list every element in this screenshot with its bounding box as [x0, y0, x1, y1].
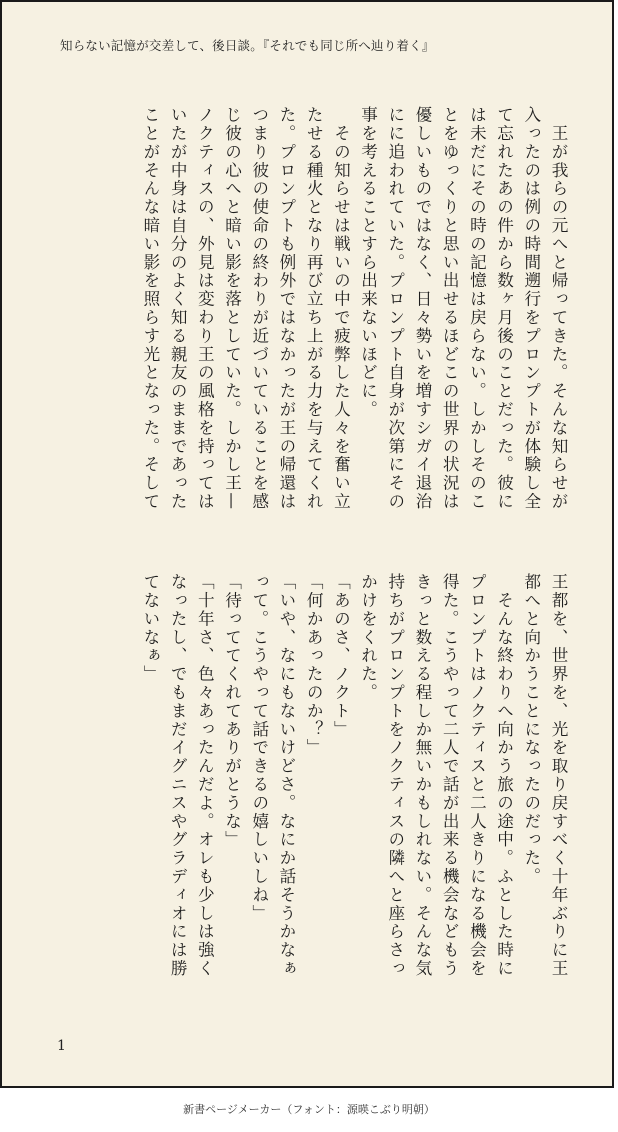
text-line: 入ったのは例の時間遡行をプロンプトが体験し全 — [521, 106, 541, 511]
text-line: 事を考えることすら出来ないほどに。 — [358, 106, 378, 419]
text-line: たせる種火となり再び立ち上がる力を与えてくれ — [304, 106, 324, 511]
page-number: 1 — [57, 1038, 66, 1054]
lower-text-block — [137, 573, 572, 1011]
text-line: は未だにその時の記憶は戻らない。しかしそのこ — [467, 106, 487, 511]
text-line: 得た。こうやって二人で話が出来る機会などもう — [440, 573, 460, 978]
text-line: その知らせは戦いの中で疲弊した人々を奮い立 — [331, 106, 351, 511]
text-line: プロンプトはノクティスと二人きりになる機会を — [467, 573, 487, 978]
text-line: 「十年さ、色々あったんだよ。オレも少しは強く — [195, 573, 215, 978]
text-line: てないなぁ」 — [140, 573, 160, 684]
text-line: 王都を、世界を、光を取り戻すべく十年ぶりに王 — [549, 573, 568, 978]
text-line: 王が我らの元へと帰ってきた。そんな知らせが — [549, 106, 568, 511]
text-line: 都へと向かうことになったのだった。 — [521, 573, 541, 886]
text-line: きっと数える程しか無いかもしれない。そんな気 — [412, 573, 432, 978]
text-line: 「待っててくれてありがとうな」 — [222, 573, 242, 849]
text-line: ノクティスの、外見は変わり王の風格を持っては — [195, 106, 215, 511]
text-line: 「何かあったのか？」 — [304, 573, 324, 757]
text-line: た。プロンプトも例外ではなかったが王の帰還は — [276, 106, 296, 511]
text-line: 「いや、なにもないけどさ。なにか話そうかなぁ — [276, 573, 296, 978]
text-line: ことがそんな暗い影を照らす光となった。そして — [140, 106, 160, 511]
text-line: にに追われていた。プロンプト自身が次第にその — [385, 106, 405, 511]
upper-text-block — [137, 106, 572, 544]
text-line: なったし、でもまだイグニスやグラディオには勝 — [168, 573, 188, 978]
text-line: つまり彼の使命の終わりが近づいていることを感 — [249, 106, 269, 511]
text-line: そんな終わりへ向かう旅の途中。ふとした時に — [494, 573, 514, 978]
text-line: って。こうやって話できるの嬉しいしね」 — [249, 573, 269, 923]
text-line: とをゆっくりと思い出せるほどこの世界の状況は — [440, 106, 460, 511]
text-line: 持ちがプロンプトをノクティスの隣へと座らさっ — [385, 573, 405, 978]
text-line: じ彼の心へと暗い影を落としていた。しかし王— — [222, 106, 242, 511]
text-line: 「あのさ、ノクト」 — [331, 573, 351, 739]
page-header: 知らない記憶が交差して、後日談。『それでも同じ所へ辿り着く』 — [60, 38, 435, 53]
text-line: て忘れたあの件から数ヶ月後のことだった。彼に — [494, 106, 514, 511]
footer-credit: 新書ページメーカー（フォント：源暎こぶり明朝） — [183, 1103, 435, 1116]
text-line: かけをくれた。 — [358, 573, 378, 702]
text-line: いたが中身は自分のよく知る親友のままであった — [168, 106, 188, 511]
text-line: 優しいものではなく、日々勢いを増すシガイ退治 — [412, 106, 432, 511]
